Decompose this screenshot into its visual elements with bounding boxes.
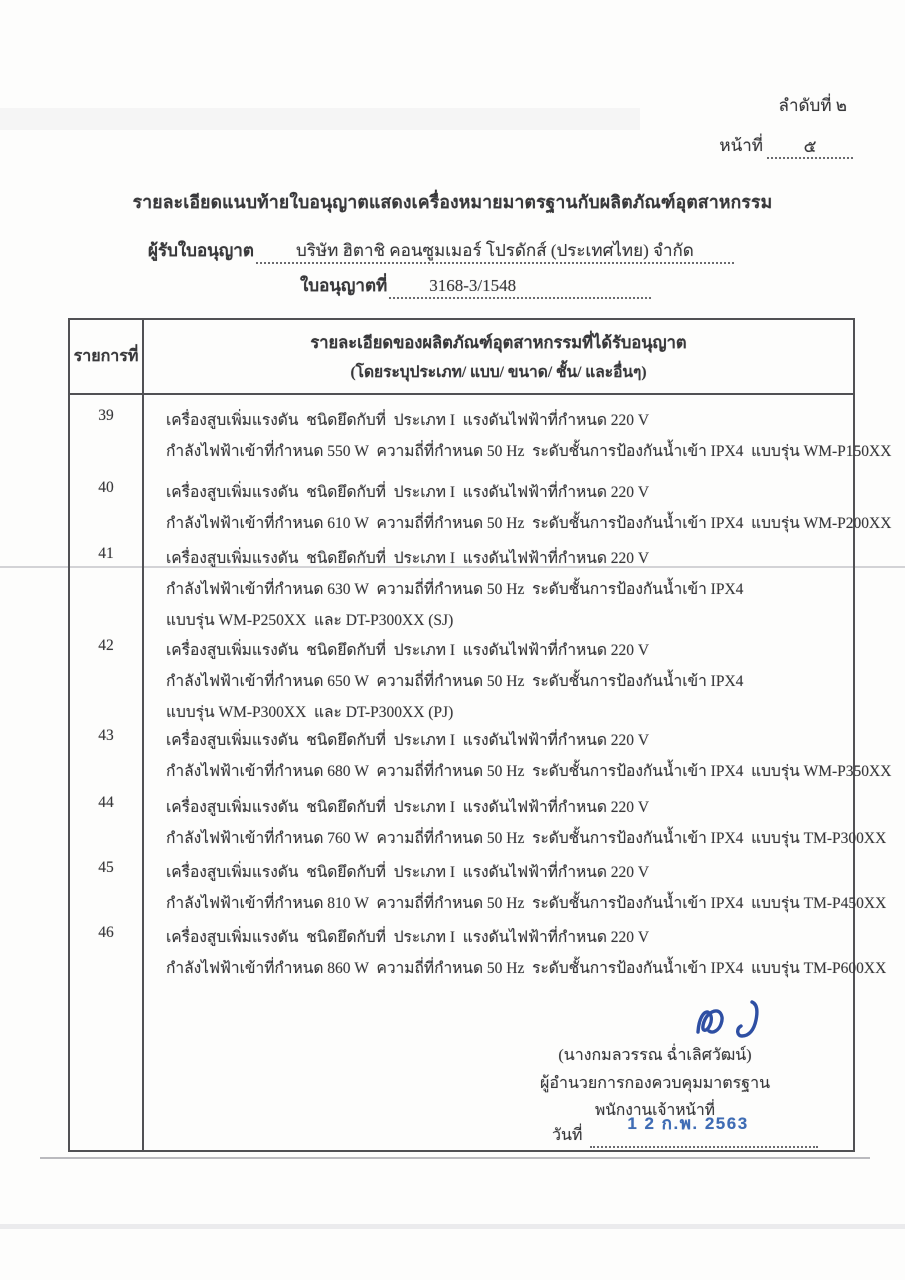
row-number: 43 [98, 727, 114, 744]
row-number: 39 [98, 407, 114, 424]
licensee-label: ผู้รับใบอนุญาต [148, 241, 254, 260]
row-description-line: กำลังไฟฟ้าเข้าที่กำหนด 650 W ความถี่ที่กำหนด 50 Hz ระดับชั้นการป้องกันน้ำเข้า IPX4 [166, 673, 744, 690]
table-row [70, 857, 887, 919]
row-number: 40 [98, 479, 114, 496]
document-title: รายละเอียดแนบท้ายใบอนุญาตแสดงเครื่องหมายมาตรฐานกับผลิตภัณฑ์อุตสาหกรรม [132, 192, 773, 212]
column-header-detail-line2: (โดยระบุประเภท/ แบบ/ ขนาด/ ชั้น/ และอื่นๆ) [350, 363, 647, 381]
page-number-label: หน้าที่ [719, 136, 763, 155]
row-description-line: เครื่องสูบเพิ่มแรงดัน ชนิดยึดกับที่ ประเภท I แรงดันไฟฟ้าที่กำหนด 220 V [166, 929, 650, 946]
license-number-line [300, 272, 651, 299]
row-description-line: เครื่องสูบเพิ่มแรงดัน ชนิดยึดกับที่ ประเภท I แรงดันไฟฟ้าที่กำหนด 220 V [166, 550, 650, 567]
licensee-value: บริษัท ฮิตาชิ คอนซูมเมอร์ โปรดักส์ (ประเทศไทย) จำกัด [256, 240, 734, 264]
row-description-line: กำลังไฟฟ้าเข้าที่กำหนด 630 W ความถี่ที่กำหนด 50 Hz ระดับชั้นการป้องกันน้ำเข้า IPX4 [166, 581, 744, 598]
date-dotted-line [590, 1126, 818, 1148]
row-number: 44 [98, 794, 114, 811]
signatory-name: (นางกมลวรรณ ฉ่ำเลิศวัฒน์) [558, 1047, 752, 1064]
row-number: 41 [98, 545, 114, 562]
order-number: ลำดับที่ ๒ [778, 96, 847, 115]
table-row [70, 477, 892, 539]
scan-artifact-band [0, 1224, 905, 1229]
row-number: 45 [98, 859, 114, 876]
row-description-line: กำลังไฟฟ้าเข้าที่กำหนด 680 W ความถี่ที่กำหนด 50 Hz ระดับชั้นการป้องกันน้ำเข้า IPX4 แบบรุ่น WM-P350XX [166, 763, 892, 780]
licensee-line [148, 237, 734, 264]
table-row [70, 792, 887, 854]
signatory-officer-title: พนักงานเจ้าหน้าที่ [595, 1102, 715, 1119]
row-description-line: เครื่องสูบเพิ่มแรงดัน ชนิดยึดกับที่ ประเภท I แรงดันไฟฟ้าที่กำหนด 220 V [166, 732, 650, 749]
column-header-detail [144, 320, 853, 393]
row-description-line: แบบรุ่น WM-P300XX และ DT-P300XX (PJ) [166, 704, 454, 721]
row-description-line: เครื่องสูบเพิ่มแรงดัน ชนิดยึดกับที่ ประเภท I แรงดันไฟฟ้าที่กำหนด 220 V [166, 412, 650, 429]
row-description-line: เครื่องสูบเพิ่มแรงดัน ชนิดยึดกับที่ ประเภท I แรงดันไฟฟ้าที่กำหนด 220 V [166, 484, 650, 501]
page-number-line [719, 132, 853, 159]
row-description-line: กำลังไฟฟ้าเข้าที่กำหนด 610 W ความถี่ที่กำหนด 50 Hz ระดับชั้นการป้องกันน้ำเข้า IPX4 แบบรุ่น WM-P200XX [166, 515, 892, 532]
license-number-value: 3168-3/1548 [389, 275, 651, 299]
row-description-line: เครื่องสูบเพิ่มแรงดัน ชนิดยึดกับที่ ประเภท I แรงดันไฟฟ้าที่กำหนด 220 V [166, 799, 650, 816]
column-header-item-no: รายการที่ [73, 348, 139, 365]
table-row [70, 543, 853, 636]
table-row [70, 405, 892, 467]
signatory-position: ผู้อำนวยการกองควบคุมมาตรฐาน [540, 1075, 770, 1092]
table-row [70, 635, 853, 728]
row-description-line: แบบรุ่น WM-P250XX และ DT-P300XX (SJ) [166, 612, 454, 629]
handwritten-signature [694, 996, 772, 1044]
license-number-label: ใบอนุญาตที่ [300, 276, 388, 295]
row-number: 46 [98, 924, 114, 941]
date-label: วันที่ [552, 1127, 583, 1144]
date-line [552, 1123, 818, 1148]
scan-artifact-line [40, 1157, 870, 1159]
table-row [70, 922, 887, 984]
table-row [70, 725, 892, 787]
row-description-line: กำลังไฟฟ้าเข้าที่กำหนด 860 W ความถี่ที่กำหนด 50 Hz ระดับชั้นการป้องกันน้ำเข้า IPX4 แบบรุ่น TM-P600XX [166, 960, 887, 977]
row-description-line: เครื่องสูบเพิ่มแรงดัน ชนิดยึดกับที่ ประเภท I แรงดันไฟฟ้าที่กำหนด 220 V [166, 864, 650, 881]
column-header-detail-line1: รายละเอียดของผลิตภัณฑ์อุตสาหกรรมที่ได้รับอนุญาต [310, 332, 687, 352]
row-description-line: กำลังไฟฟ้าเข้าที่กำหนด 760 W ความถี่ที่กำหนด 50 Hz ระดับชั้นการป้องกันน้ำเข้า IPX4 แบบรุ่น TM-P300XX [166, 830, 887, 847]
row-description-line: กำลังไฟฟ้าเข้าที่กำหนด 810 W ความถี่ที่กำหนด 50 Hz ระดับชั้นการป้องกันน้ำเข้า IPX4 แบบรุ่น TM-P450XX [166, 895, 887, 912]
date-stamp: 1 2 ก.พ. 2563 [627, 1114, 749, 1133]
row-description-line: กำลังไฟฟ้าเข้าที่กำหนด 550 W ความถี่ที่กำหนด 50 Hz ระดับชั้นการป้องกันน้ำเข้า IPX4 แบบรุ่น WM-P150XX [166, 443, 892, 460]
table-header [70, 320, 853, 395]
scan-artifact-band [0, 108, 640, 130]
row-number: 42 [98, 637, 114, 654]
page-number-value: ๕ [767, 137, 853, 159]
row-description-line: เครื่องสูบเพิ่มแรงดัน ชนิดยึดกับที่ ประเภท I แรงดันไฟฟ้าที่กำหนด 220 V [166, 642, 650, 659]
